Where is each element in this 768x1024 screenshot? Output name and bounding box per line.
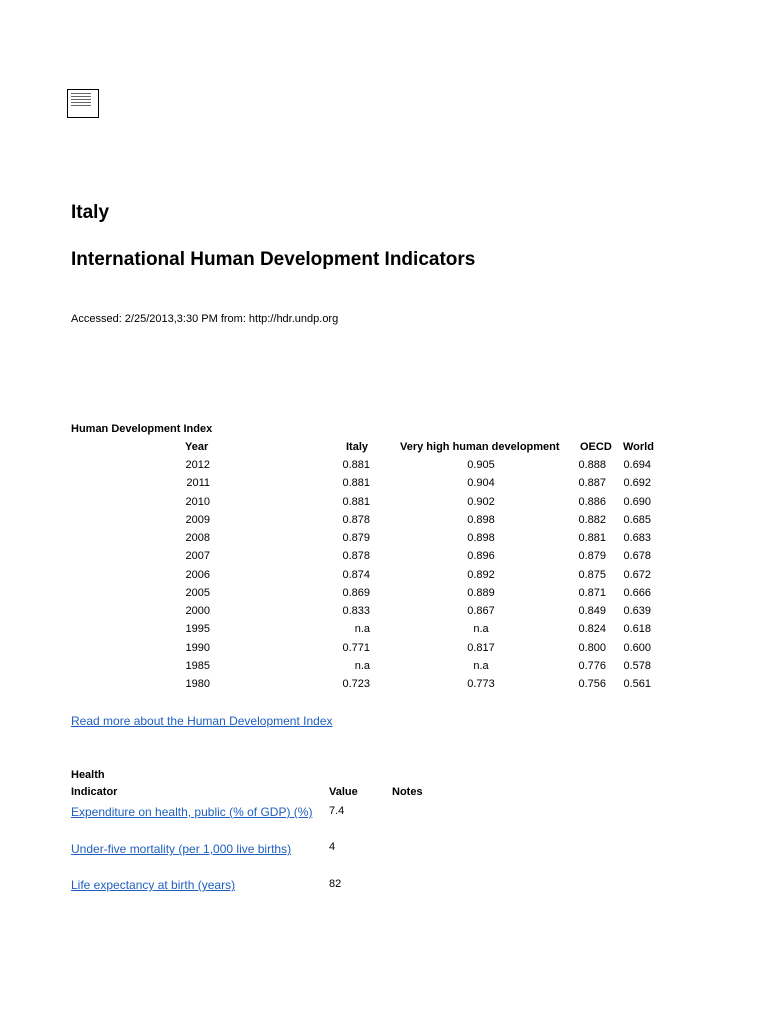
hdi-cell-year: 2011 [186, 477, 210, 489]
hdi-cell-world: 0.683 [623, 532, 651, 544]
hdi-cell-year: 2009 [185, 514, 210, 526]
hdi-cell-oecd: 0.871 [578, 587, 606, 599]
header-italy: Italy [346, 441, 369, 453]
health-indicator-life-expectancy[interactable]: Life expectancy at birth (years) [71, 878, 236, 892]
hdi-cell-world: 0.666 [623, 587, 651, 599]
hdi-cell-very-high: n.a [473, 623, 489, 635]
hdi-cell-oecd: 0.849 [578, 605, 606, 617]
hdi-cell-italy: 0.869 [342, 587, 370, 599]
hdi-cell-year: 2000 [185, 605, 210, 617]
hdi-cell-very-high: 0.902 [467, 496, 495, 508]
hdi-cell-italy: 0.881 [342, 496, 370, 508]
hdi-cell-year: 1985 [185, 660, 210, 672]
accessed-note: Accessed: 2/25/2013,3:30 PM from: http://hdr.undp.org [71, 313, 339, 325]
hdi-cell-italy: 0.878 [342, 550, 370, 562]
hdi-cell-world: 0.690 [623, 496, 651, 508]
header-oecd: OECD [580, 441, 612, 453]
hdi-cell-italy: 0.881 [342, 477, 370, 489]
hdi-cell-very-high: 0.898 [467, 532, 495, 544]
hdi-cell-italy: 0.874 [342, 569, 370, 581]
hdi-cell-world: 0.678 [623, 550, 651, 562]
hdi-cell-world: 0.694 [623, 459, 651, 471]
hdi-cell-world: 0.672 [623, 569, 651, 581]
hdi-cell-oecd: 0.879 [578, 550, 606, 562]
hdi-cell-world: 0.578 [623, 660, 651, 672]
hdi-cell-oecd: 0.888 [578, 459, 606, 471]
hdi-cell-very-high: n.a [473, 660, 489, 672]
hdi-cell-italy: n.a [354, 660, 370, 672]
hdi-cell-italy: 0.878 [342, 514, 370, 526]
hdi-cell-oecd: 0.881 [578, 532, 606, 544]
page-title: International Human Development Indicators [71, 249, 476, 270]
health-indicator-under-five-mortality[interactable]: Under-five mortality (per 1,000 live births) [71, 842, 292, 856]
hdi-cell-world: 0.639 [623, 605, 651, 617]
hdi-cell-year: 2012 [185, 459, 210, 471]
health-header-notes: Notes [392, 786, 423, 798]
hdi-cell-very-high: 0.904 [467, 477, 495, 489]
hdi-cell-very-high: 0.898 [467, 514, 495, 526]
hdi-section-title: Human Development Index [71, 423, 213, 435]
hdi-cell-oecd: 0.776 [578, 660, 606, 672]
hdi-cell-very-high: 0.896 [467, 550, 495, 562]
country-title: Italy [71, 202, 110, 223]
hdi-cell-italy: 0.881 [342, 459, 370, 471]
header-world: World [623, 441, 654, 453]
hdi-cell-world: 0.618 [623, 623, 651, 635]
hdi-cell-year: 2008 [185, 532, 210, 544]
hdi-cell-world: 0.600 [623, 642, 651, 654]
hdi-cell-very-high: 0.905 [467, 459, 495, 471]
health-value-expenditure: 7.4 [329, 805, 345, 817]
read-more-hdi-link[interactable]: Read more about the Human Development Index [71, 714, 333, 728]
hdi-cell-year: 2010 [185, 496, 210, 508]
hdi-cell-italy: 0.879 [342, 532, 370, 544]
hdi-cell-oecd: 0.875 [578, 569, 606, 581]
hdi-cell-year: 2007 [185, 550, 210, 562]
hdi-cell-very-high: 0.867 [467, 605, 495, 617]
hdi-cell-italy: 0.833 [342, 605, 370, 617]
health-section-title: Health [71, 769, 105, 781]
hdi-cell-oecd: 0.887 [578, 477, 606, 489]
hdi-cell-year: 2006 [185, 569, 210, 581]
hdi-cell-year: 1995 [185, 623, 210, 635]
hdi-cell-oecd: 0.886 [578, 496, 606, 508]
hdi-cell-oecd: 0.824 [578, 623, 606, 635]
hdi-cell-italy: n.a [354, 623, 370, 635]
hdi-cell-very-high: 0.889 [467, 587, 495, 599]
hdi-cell-world: 0.692 [623, 477, 651, 489]
hdi-cell-oecd: 0.800 [578, 642, 606, 654]
hdi-cell-year: 1990 [185, 642, 210, 654]
hdi-cell-world: 0.685 [623, 514, 651, 526]
hdi-cell-italy: 0.723 [342, 678, 370, 690]
hdi-cell-very-high: 0.817 [467, 642, 495, 654]
health-value-under-five-mortality: 4 [329, 841, 336, 853]
hdi-cell-very-high: 0.773 [467, 678, 495, 690]
hdi-cell-italy: 0.771 [342, 642, 370, 654]
header-very-high: Very high human development [400, 441, 560, 453]
health-header-value: Value [329, 786, 358, 798]
health-value-life-expectancy: 82 [329, 878, 342, 890]
hdi-cell-year: 2005 [185, 587, 210, 599]
hdi-cell-oecd: 0.882 [578, 514, 606, 526]
hdi-cell-world: 0.561 [623, 678, 651, 690]
hdi-cell-year: 1980 [185, 678, 210, 690]
header-year: Year [185, 441, 209, 453]
health-indicator-expenditure[interactable]: Expenditure on health, public (% of GDP) (%) [71, 805, 313, 819]
hdi-cell-very-high: 0.892 [467, 569, 495, 581]
health-header-indicator: Indicator [71, 786, 118, 798]
hdi-cell-oecd: 0.756 [578, 678, 606, 690]
